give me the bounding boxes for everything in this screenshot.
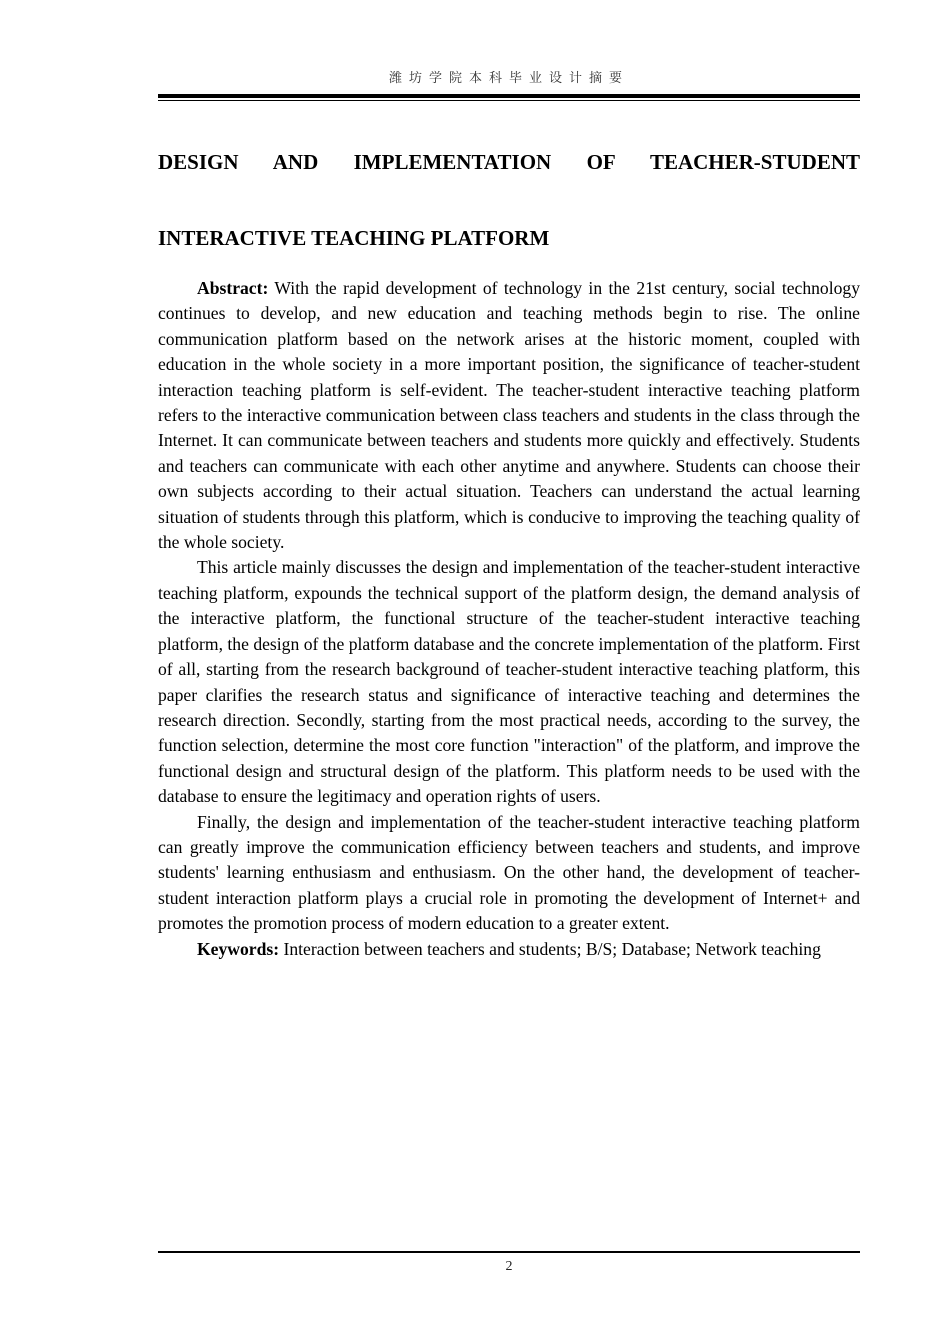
abstract-paragraph-3: Finally, the design and implementation of the teacher-student interactive teaching platform can greatly improve the communication efficiency between teachers and students, and improve students' learning enthusiasm and enthusiasm. On the other hand, the development of teacher-student interaction platform plays a crucial role in promoting the development of Internet+ and promotes the promotion process of modern education to a greater extent.: [158, 811, 860, 934]
abstract-paragraph-2: This article mainly discusses the design and implementation of the teacher-student interactive teaching platform, expounds the technical support of the platform design, the demand analysis of the interactive platform, the functional structure of the teacher-student interactive teaching platform, the design of the platform database and the concrete implementation of the platform. First of all, starting from the research background of teacher-student interactive teaching platform, this paper clarifies the research status and significance of interactive teaching and determines the research direction. Secondly, starting from the most practical needs, according to the survey, the function selection, determine the most core function "interaction" of the platform, and improve the functional design and structural design of the platform. This platform needs to be used with the database to ensure the legitimacy and operation rights of users.: [158, 557, 860, 807]
footer-rule: [158, 1251, 860, 1253]
header-rule-thick: [158, 94, 860, 98]
page-number: 2: [505, 1259, 513, 1274]
header-rule-thin: [158, 100, 860, 101]
abstract-paragraph-1-text: With the rapid development of technology in the 21st century, social technology continues to develop, and new education and teaching methods begin to rise. The online communication platform based on the network arises at the historic moment, coupled with education in the whole society in a more important position, the significance of teacher-student interaction teaching platform is self-evident. The teacher-student interactive teaching platform refers to the interactive communication between class teachers and students in the class through the Internet. It can communicate between teachers and students more quickly and effectively. Students and teachers can communicate with each other anytime and anywhere. Students can choose their own subjects according to their actual situation. Teachers can understand the actual learning situation of students through this platform, which is conducive to improving the teaching quality of the whole society.: [158, 278, 860, 553]
title-line-1: DESIGN AND IMPLEMENTATION OF TEACHER-STUDENT: [158, 150, 860, 174]
abstract-label: Abstract:: [197, 278, 269, 298]
keywords-label: Keywords:: [197, 938, 280, 959]
abstract-body: [158, 276, 860, 962]
abstract-paragraph-1: [158, 276, 860, 555]
page-header: 潍坊学院本科毕业设计摘要: [388, 71, 629, 86]
title-line-2: INTERACTIVE TEACHING PLATFORM: [158, 226, 550, 250]
keywords-paragraph: [158, 937, 860, 962]
keywords-text: Interaction between teachers and students; B/S; Database; Network teaching: [283, 938, 821, 959]
